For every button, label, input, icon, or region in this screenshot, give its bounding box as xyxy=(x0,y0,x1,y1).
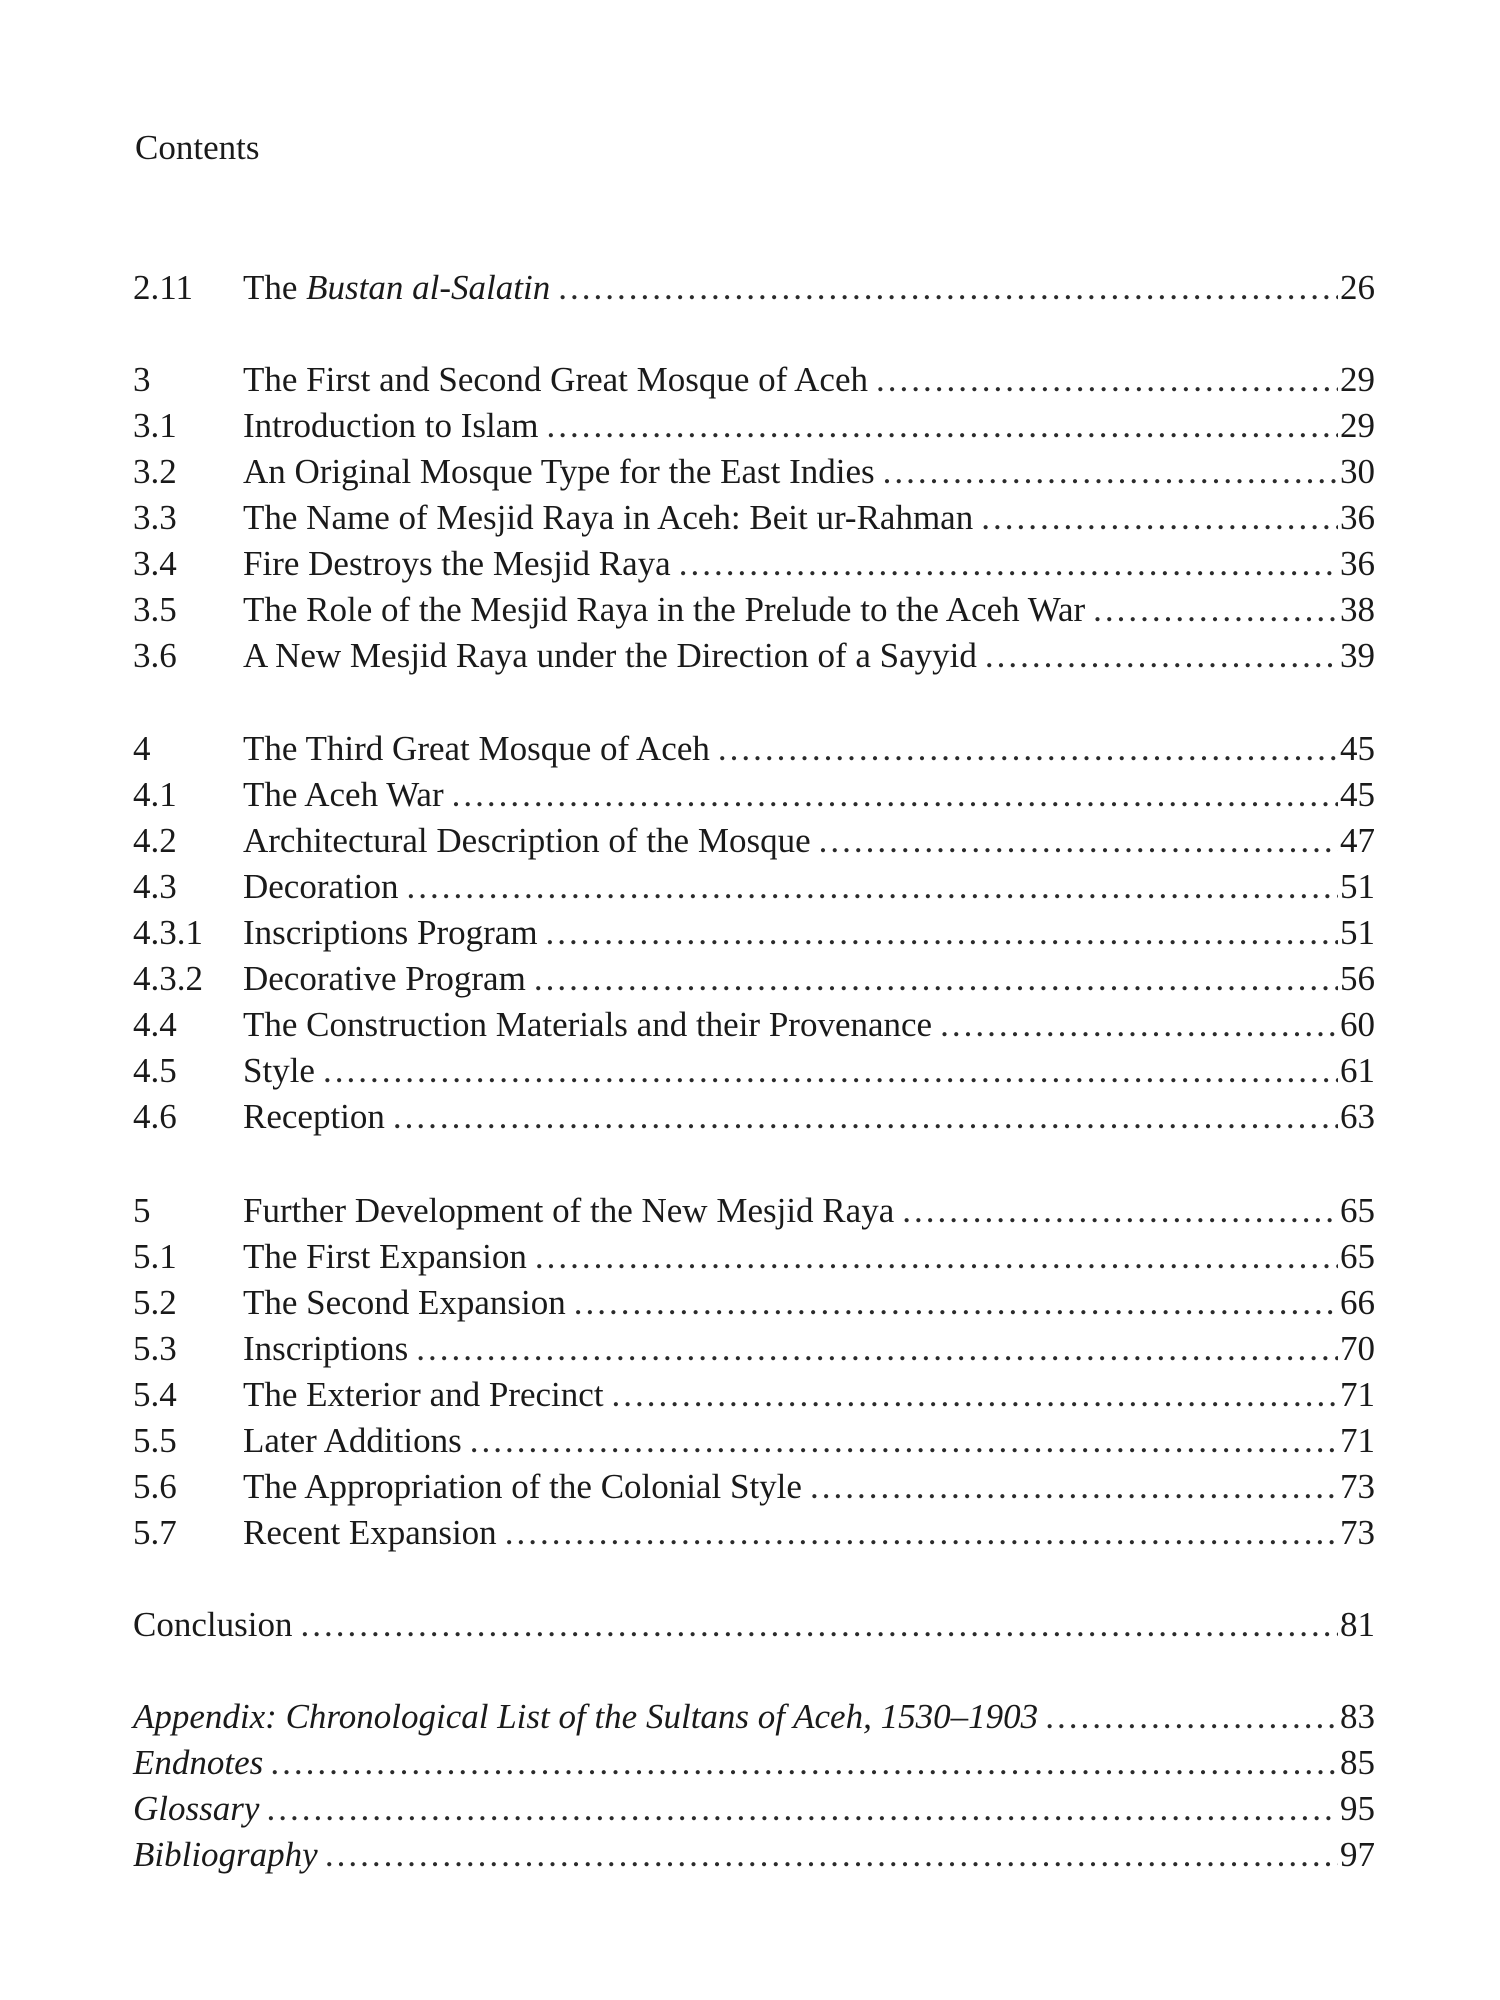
entry-number: 4.6 xyxy=(133,1097,177,1136)
entry-title: Bibliography xyxy=(133,1835,318,1874)
entry-number: 3.4 xyxy=(133,544,177,583)
dot-leader xyxy=(547,403,1338,449)
entry-number: 3.2 xyxy=(133,452,177,491)
entry-page-number: 39 xyxy=(1340,636,1375,675)
dot-leader xyxy=(1046,1694,1338,1740)
toc-entry-appendix[interactable] xyxy=(133,1694,1375,1740)
toc-entry-4-6[interactable] xyxy=(133,1094,1375,1140)
entry-page-number: 30 xyxy=(1340,452,1375,491)
entry-page-number: 83 xyxy=(1340,1697,1375,1736)
entry-page-number: 45 xyxy=(1340,775,1375,814)
entry-title: The Name of Mesjid Raya in Aceh: Beit ur-Rahman xyxy=(243,498,974,537)
toc-entry-3-3[interactable] xyxy=(133,495,1375,541)
running-head: Contents xyxy=(135,128,260,167)
entry-number: 4.3.1 xyxy=(133,913,203,952)
toc-entry-5-4[interactable] xyxy=(133,1372,1375,1418)
entry-number: 4.2 xyxy=(133,821,177,860)
entry-number: 4.3 xyxy=(133,867,177,906)
entry-title: The Third Great Mosque of Aceh xyxy=(243,729,710,768)
entry-title: The Construction Materials and their Provenance xyxy=(243,1005,933,1044)
entry-title: The Aceh War xyxy=(243,775,444,814)
dot-leader xyxy=(612,1372,1338,1418)
entry-title: Inscriptions xyxy=(243,1329,409,1368)
toc-entry-5-3[interactable] xyxy=(133,1326,1375,1372)
entry-page-number: 38 xyxy=(1340,590,1375,629)
entry-title: Endnotes xyxy=(133,1743,264,1782)
toc-entry-2-11[interactable] xyxy=(133,265,1375,311)
toc-entry-5-1[interactable] xyxy=(133,1234,1375,1280)
entry-title: Conclusion xyxy=(133,1605,293,1644)
entry-title: Recent Expansion xyxy=(243,1513,497,1552)
toc-entry-5[interactable] xyxy=(133,1188,1375,1234)
dot-leader xyxy=(981,495,1338,541)
entry-number: 4.4 xyxy=(133,1005,177,1044)
entry-title: The Exterior and Precinct xyxy=(243,1375,604,1414)
entry-number: 5 xyxy=(133,1191,151,1230)
dot-leader xyxy=(679,541,1338,587)
dot-leader xyxy=(326,1832,1338,1878)
toc-entry-conclusion[interactable] xyxy=(133,1602,1375,1648)
toc-entry-4-2[interactable] xyxy=(133,818,1375,864)
entry-page-number: 60 xyxy=(1340,1005,1375,1044)
entry-page-number: 73 xyxy=(1340,1467,1375,1506)
entry-number: 5.6 xyxy=(133,1467,177,1506)
entry-number: 4.1 xyxy=(133,775,177,814)
dot-leader xyxy=(1093,587,1338,633)
entry-title: A New Mesjid Raya under the Direction of a Sayyid xyxy=(243,636,977,675)
entry-page-number: 51 xyxy=(1340,913,1375,952)
entry-number: 5.1 xyxy=(133,1237,177,1276)
entry-title: Introduction to Islam xyxy=(243,406,539,445)
dot-leader xyxy=(558,265,1338,311)
toc-entry-4-1[interactable] xyxy=(133,772,1375,818)
entry-page-number: 95 xyxy=(1340,1789,1375,1828)
entry-page-number: 36 xyxy=(1340,498,1375,537)
entry-page-number: 29 xyxy=(1340,360,1375,399)
dot-leader xyxy=(546,910,1338,956)
entry-number: 3 xyxy=(133,360,151,399)
entry-number: 2.11 xyxy=(133,268,193,307)
dot-leader xyxy=(985,633,1338,679)
toc-entry-3-1[interactable] xyxy=(133,403,1375,449)
entry-page-number: 29 xyxy=(1340,406,1375,445)
toc-entry-4[interactable] xyxy=(133,726,1375,772)
toc-entry-5-7[interactable] xyxy=(133,1510,1375,1556)
dot-leader xyxy=(300,1602,1338,1648)
entry-page-number: 73 xyxy=(1340,1513,1375,1552)
entry-number: 3.3 xyxy=(133,498,177,537)
dot-leader xyxy=(393,1094,1338,1140)
entry-number: 4.3.2 xyxy=(133,959,203,998)
dot-leader xyxy=(267,1786,1338,1832)
entry-page-number: 56 xyxy=(1340,959,1375,998)
dot-leader xyxy=(406,864,1338,910)
toc-entry-bibliography[interactable] xyxy=(133,1832,1375,1878)
entry-number: 3.6 xyxy=(133,636,177,675)
entry-page-number: 61 xyxy=(1340,1051,1375,1090)
entry-title: Further Development of the New Mesjid Raya xyxy=(243,1191,895,1230)
entry-title: Style xyxy=(243,1051,315,1090)
entry-page-number: 71 xyxy=(1340,1375,1375,1414)
dot-leader xyxy=(534,956,1338,1002)
toc-entry-4-4[interactable] xyxy=(133,1002,1375,1048)
entry-page-number: 51 xyxy=(1340,867,1375,906)
toc-entry-3-4[interactable] xyxy=(133,541,1375,587)
entry-page-number: 26 xyxy=(1340,268,1375,307)
dot-leader xyxy=(810,1464,1338,1510)
toc-entry-3-2[interactable] xyxy=(133,449,1375,495)
entry-page-number: 45 xyxy=(1340,729,1375,768)
entry-title: Decorative Program xyxy=(243,959,526,998)
entry-title: Decoration xyxy=(243,867,399,906)
entry-title: Glossary xyxy=(133,1789,260,1828)
dot-leader xyxy=(470,1418,1338,1464)
entry-page-number: 36 xyxy=(1340,544,1375,583)
entry-title-italic: Bustan al-Salatin xyxy=(306,268,551,307)
entry-number: 4.5 xyxy=(133,1051,177,1090)
dot-leader xyxy=(718,726,1338,772)
dot-leader xyxy=(271,1740,1338,1786)
entry-page-number: 47 xyxy=(1340,821,1375,860)
entry-page-number: 63 xyxy=(1340,1097,1375,1136)
toc-entry-endnotes[interactable] xyxy=(133,1740,1375,1786)
toc-entry-4-5[interactable] xyxy=(133,1048,1375,1094)
entry-number: 4 xyxy=(133,729,151,768)
toc-entry-4-3-1[interactable] xyxy=(133,910,1375,956)
entry-title: An Original Mosque Type for the East Indies xyxy=(243,452,875,491)
entry-page-number: 97 xyxy=(1340,1835,1375,1874)
entry-number: 5.2 xyxy=(133,1283,177,1322)
dot-leader xyxy=(902,1188,1338,1234)
entry-page-number: 65 xyxy=(1340,1191,1375,1230)
dot-leader xyxy=(323,1048,1338,1094)
entry-title: The First and Second Great Mosque of Aceh xyxy=(243,360,868,399)
toc-entry-4-3-2[interactable] xyxy=(133,956,1375,1002)
dot-leader xyxy=(535,1234,1338,1280)
entry-page-number: 71 xyxy=(1340,1421,1375,1460)
entry-page-number: 85 xyxy=(1340,1743,1375,1782)
entry-title: Inscriptions Program xyxy=(243,913,538,952)
entry-page-number: 81 xyxy=(1340,1605,1375,1644)
entry-number: 5.5 xyxy=(133,1421,177,1460)
dot-leader xyxy=(452,772,1338,818)
entry-title: Appendix: Chronological List of the Sultans of Aceh, 1530–1903 xyxy=(133,1697,1039,1736)
toc-entry-5-2[interactable] xyxy=(133,1280,1375,1326)
toc-entry-4-3[interactable] xyxy=(133,864,1375,910)
entry-title xyxy=(243,265,550,311)
dot-leader xyxy=(505,1510,1338,1556)
entry-title: The Role of the Mesjid Raya in the Prelude to the Aceh War xyxy=(243,590,1086,629)
toc-entry-5-5[interactable] xyxy=(133,1418,1375,1464)
entry-title: The First Expansion xyxy=(243,1237,527,1276)
dot-leader xyxy=(416,1326,1338,1372)
entry-number: 5.3 xyxy=(133,1329,177,1368)
entry-title: The Appropriation of the Colonial Style xyxy=(243,1467,802,1506)
entry-title: The Second Expansion xyxy=(243,1283,566,1322)
entry-title: Architectural Description of the Mosque xyxy=(243,821,811,860)
entry-title: Later Additions xyxy=(243,1421,462,1460)
toc-entry-3[interactable] xyxy=(133,357,1375,403)
entry-number: 3.5 xyxy=(133,590,177,629)
entry-page-number: 70 xyxy=(1340,1329,1375,1368)
entry-number: 5.7 xyxy=(133,1513,177,1552)
dot-leader xyxy=(876,357,1338,403)
entry-title: Reception xyxy=(243,1097,385,1136)
toc-entry-glossary[interactable] xyxy=(133,1786,1375,1832)
dot-leader xyxy=(883,449,1338,495)
dot-leader xyxy=(574,1280,1338,1326)
entry-number: 3.1 xyxy=(133,406,177,445)
entry-title-prefix: The xyxy=(243,268,307,307)
dot-leader xyxy=(940,1002,1338,1048)
entry-page-number: 66 xyxy=(1340,1283,1375,1322)
entry-title: Fire Destroys the Mesjid Raya xyxy=(243,544,671,583)
toc-entry-3-5[interactable] xyxy=(133,587,1375,633)
toc-entry-5-6[interactable] xyxy=(133,1464,1375,1510)
entry-number: 5.4 xyxy=(133,1375,177,1414)
entry-page-number: 65 xyxy=(1340,1237,1375,1276)
toc-entry-3-6[interactable] xyxy=(133,633,1375,679)
dot-leader xyxy=(819,818,1338,864)
